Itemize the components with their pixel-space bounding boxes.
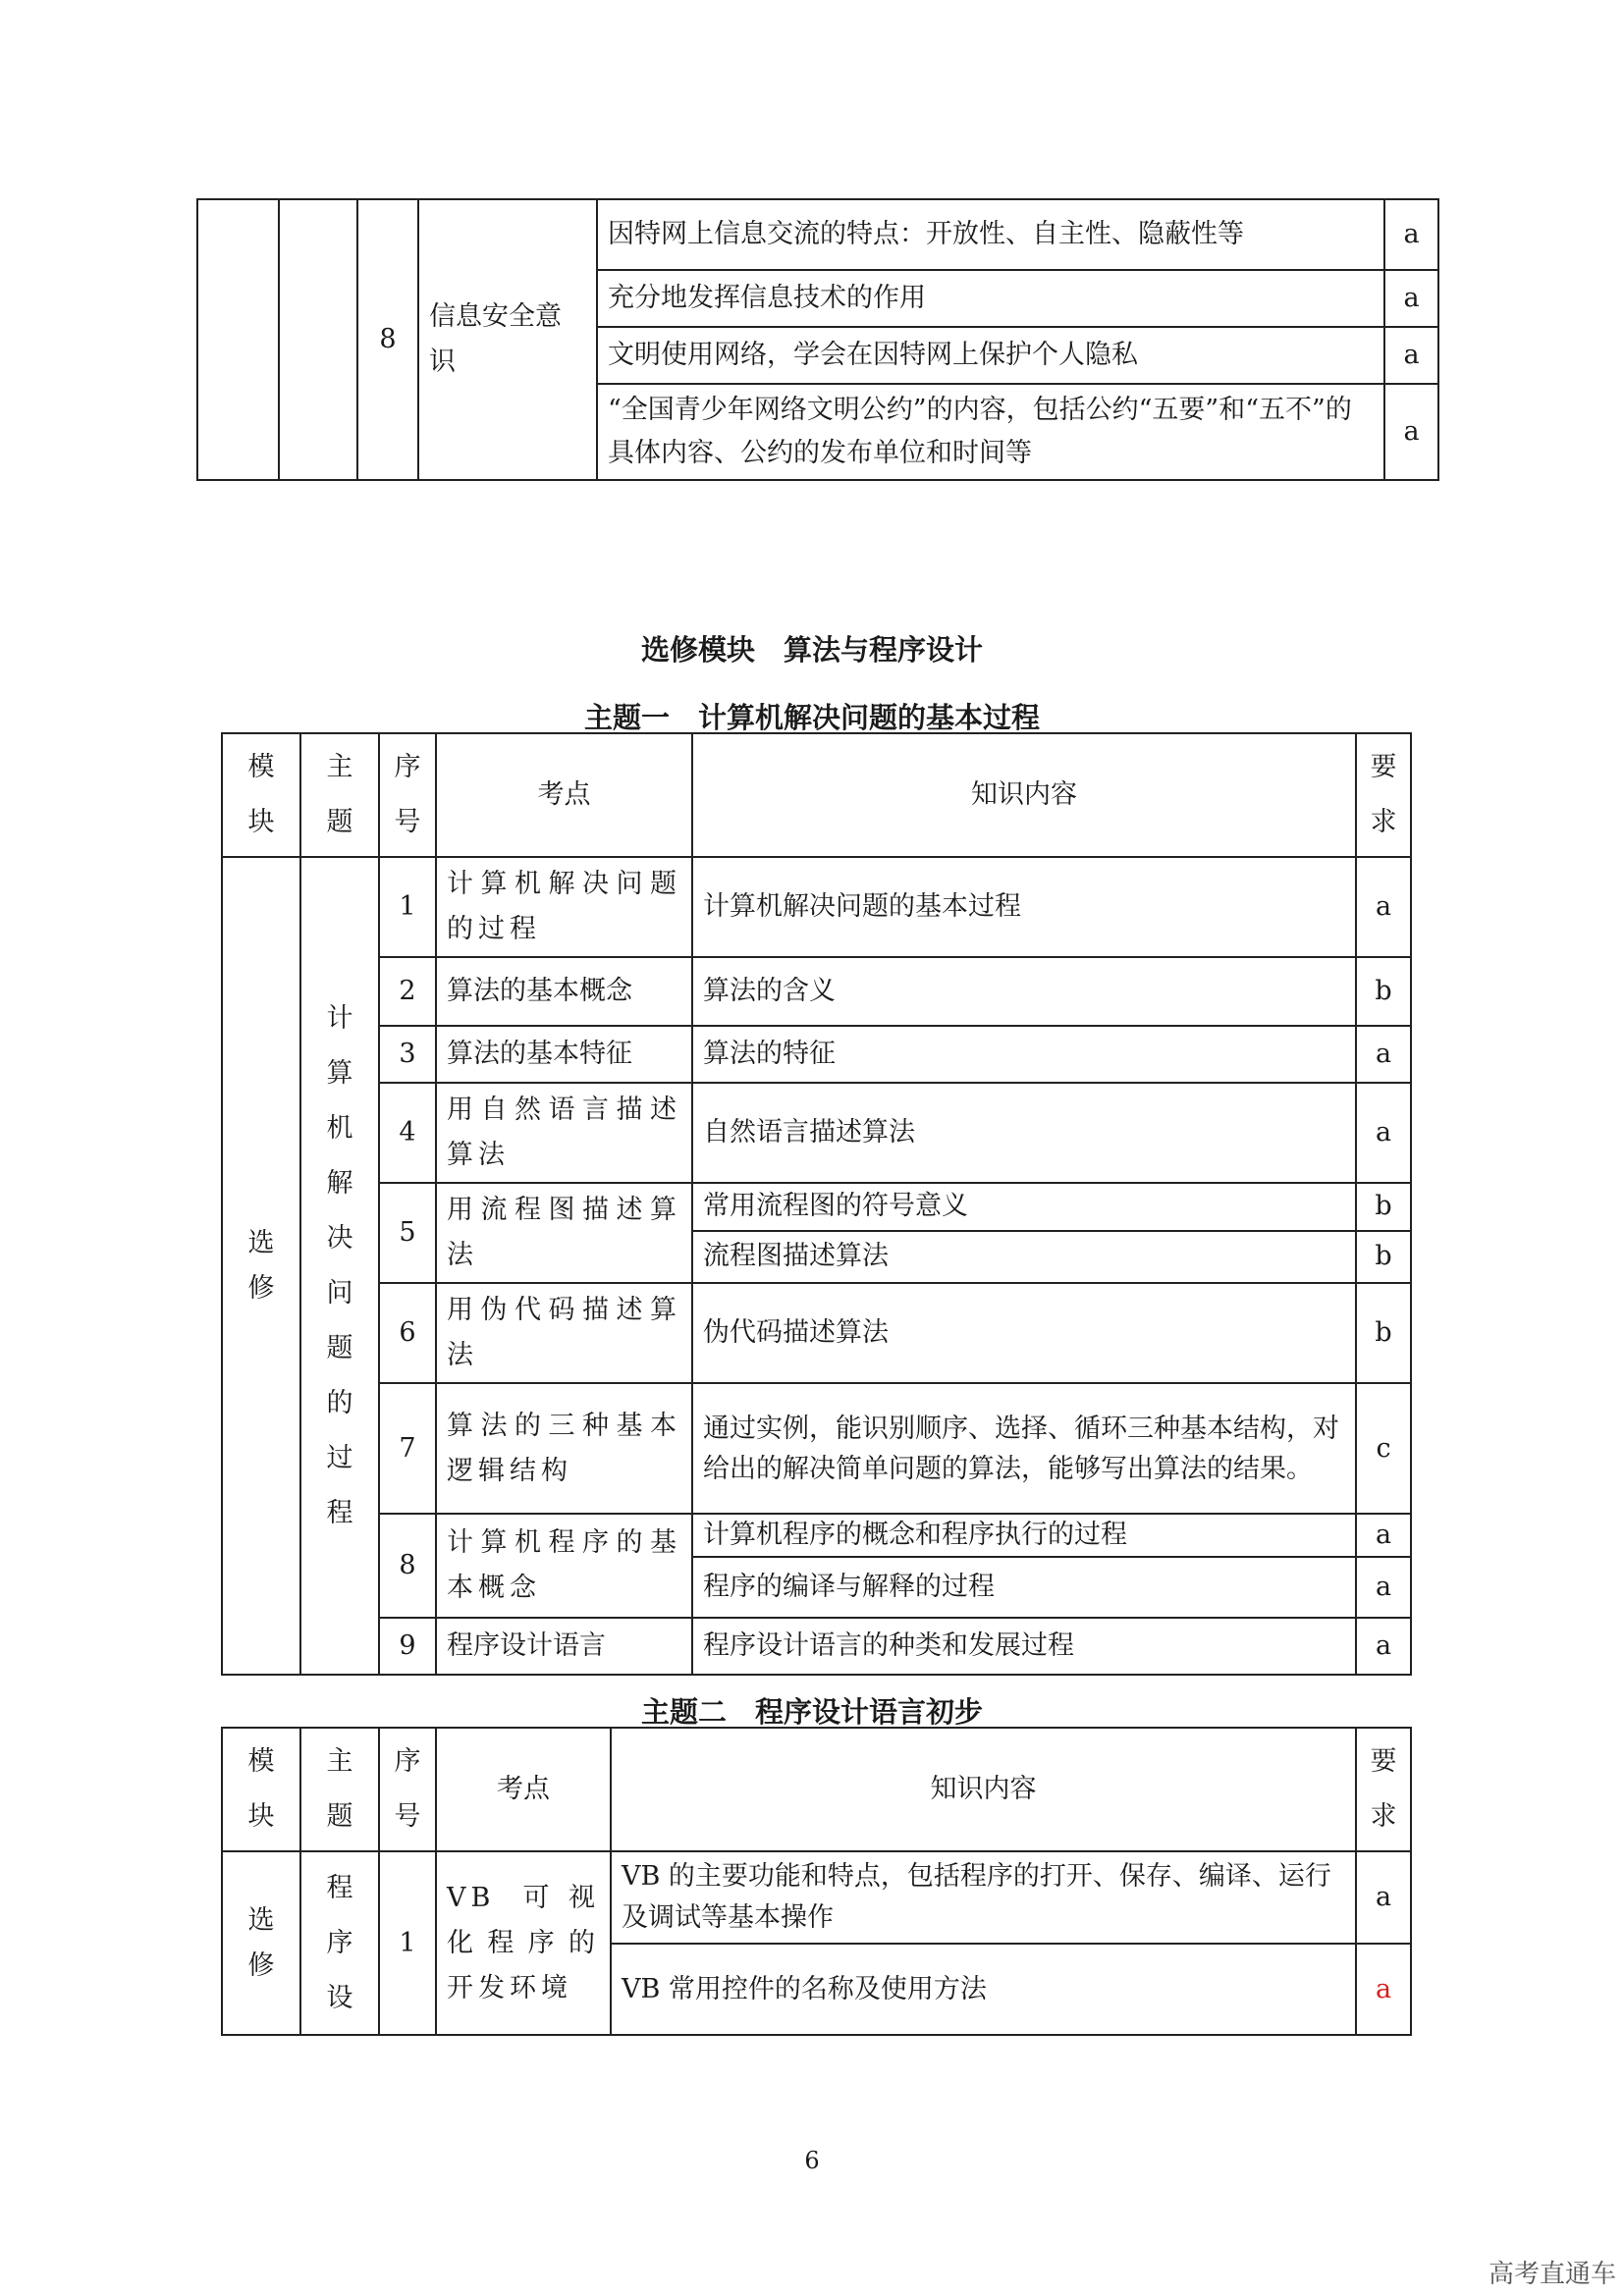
- table-info-security: [196, 198, 1439, 481]
- content-cell: 常用流程图的符号意义: [692, 1183, 1356, 1231]
- kaodian-cell: 计算机程序的基本概念: [436, 1514, 692, 1618]
- content-cell: 自然语言描述算法: [692, 1083, 1356, 1183]
- kaodian-cell: 用伪代码描述算法: [436, 1283, 692, 1383]
- content-cell: VB 的主要功能和特点，包括程序的打开、保存、编译、运行及调试等基本操作: [611, 1851, 1356, 1944]
- kaodian-cell: VB 可视化程序的开发环境: [436, 1851, 611, 2035]
- req-cell: b: [1356, 957, 1411, 1026]
- header-module: 模块: [222, 1728, 300, 1851]
- content-cell: VB 常用控件的名称及使用方法: [611, 1944, 1356, 2035]
- req-cell: a: [1384, 199, 1438, 270]
- kaodian-cell: 算法的基本特征: [436, 1026, 692, 1083]
- content-cell: 程序的编译与解释的过程: [692, 1557, 1356, 1618]
- topic2-title: 主题二 程序设计语言初步: [640, 1695, 983, 1729]
- header-theme: 主题: [300, 1728, 379, 1851]
- req-cell: a: [1356, 1557, 1411, 1618]
- num-cell: 8: [357, 199, 418, 480]
- content-cell: “全国青少年网络文明公约”的内容，包括公约“五要”和“五不”的具体内容、公约的发布单位和时间等: [597, 384, 1384, 480]
- theme-cell: [279, 199, 357, 480]
- content-cell: 伪代码描述算法: [692, 1283, 1356, 1383]
- header-content: 知识内容: [692, 733, 1356, 857]
- req-cell: c: [1356, 1383, 1411, 1514]
- kaodian-cell: 算法的三种基本逻辑结构: [436, 1383, 692, 1514]
- num-cell: 7: [379, 1383, 436, 1514]
- req-cell: a: [1356, 1944, 1411, 2035]
- content-cell: 通过实例，能识别顺序、选择、循环三种基本结构，对给出的解决简单问题的算法，能够写出算法的结果。: [692, 1383, 1356, 1514]
- content-cell: 充分地发挥信息技术的作用: [597, 270, 1384, 327]
- kaodian-cell: 用自然语言描述算法: [436, 1083, 692, 1183]
- num-cell: 1: [379, 1851, 436, 2035]
- header-req: 要求: [1356, 733, 1411, 857]
- header-num: 序号: [379, 733, 436, 857]
- header-kaodian: 考点: [436, 1728, 611, 1851]
- num-cell: 9: [379, 1618, 436, 1675]
- content-cell: 计算机程序的概念和程序执行的过程: [692, 1514, 1356, 1557]
- num-cell: 4: [379, 1083, 436, 1183]
- kaodian-cell: 算法的基本概念: [436, 957, 692, 1026]
- req-cell: a: [1384, 384, 1438, 480]
- req-cell: a: [1384, 270, 1438, 327]
- num-cell: 5: [379, 1183, 436, 1283]
- content-cell: 因特网上信息交流的特点：开放性、自主性、隐蔽性等: [597, 199, 1384, 270]
- header-req: 要求: [1356, 1728, 1411, 1851]
- content-cell: 算法的特征: [692, 1026, 1356, 1083]
- header-module: 模块: [222, 733, 300, 857]
- content-cell: 计算机解决问题的基本过程: [692, 857, 1356, 957]
- header-content: 知识内容: [611, 1728, 1356, 1851]
- req-cell: b: [1356, 1231, 1411, 1283]
- header-theme: 主题: [300, 733, 379, 857]
- table-topic1: [221, 732, 1412, 1676]
- kaodian-cell: 信息安全意识: [418, 199, 597, 480]
- module-cell: 选修: [222, 1851, 300, 2035]
- theme-cell: 计算机解决问题的过程: [300, 857, 379, 1675]
- content-cell: 文明使用网络，学会在因特网上保护个人隐私: [597, 327, 1384, 384]
- theme-cell: 程序设: [300, 1851, 379, 2035]
- req-cell: a: [1356, 1083, 1411, 1183]
- req-cell: b: [1356, 1283, 1411, 1383]
- module-cell: [197, 199, 279, 480]
- watermark: 高考直通车: [1488, 2260, 1616, 2289]
- num-cell: 2: [379, 957, 436, 1026]
- num-cell: 8: [379, 1514, 436, 1618]
- page-number: 6: [804, 2147, 820, 2174]
- req-cell: a: [1356, 1851, 1411, 1944]
- req-cell: a: [1356, 857, 1411, 957]
- num-cell: 6: [379, 1283, 436, 1383]
- header-kaodian: 考点: [436, 733, 692, 857]
- num-cell: 3: [379, 1026, 436, 1083]
- req-cell: b: [1356, 1183, 1411, 1231]
- module-cell: 选修: [222, 857, 300, 1675]
- kaodian-cell: 用流程图描述算法: [436, 1183, 692, 1283]
- req-cell: a: [1384, 327, 1438, 384]
- header-num: 序号: [379, 1728, 436, 1851]
- content-cell: 算法的含义: [692, 957, 1356, 1026]
- kaodian-cell: 计算机解决问题的过程: [436, 857, 692, 957]
- content-cell: 程序设计语言的种类和发展过程: [692, 1618, 1356, 1675]
- kaodian-cell: 程序设计语言: [436, 1618, 692, 1675]
- content-cell: 流程图描述算法: [692, 1231, 1356, 1283]
- topic1-title: 主题一 计算机解决问题的基本过程: [583, 701, 1040, 734]
- table-topic2: [221, 1727, 1412, 2036]
- req-cell: a: [1356, 1026, 1411, 1083]
- req-cell: a: [1356, 1514, 1411, 1557]
- num-cell: 1: [379, 857, 436, 957]
- section-title: 选修模块 算法与程序设计: [640, 633, 983, 667]
- req-cell: a: [1356, 1618, 1411, 1675]
